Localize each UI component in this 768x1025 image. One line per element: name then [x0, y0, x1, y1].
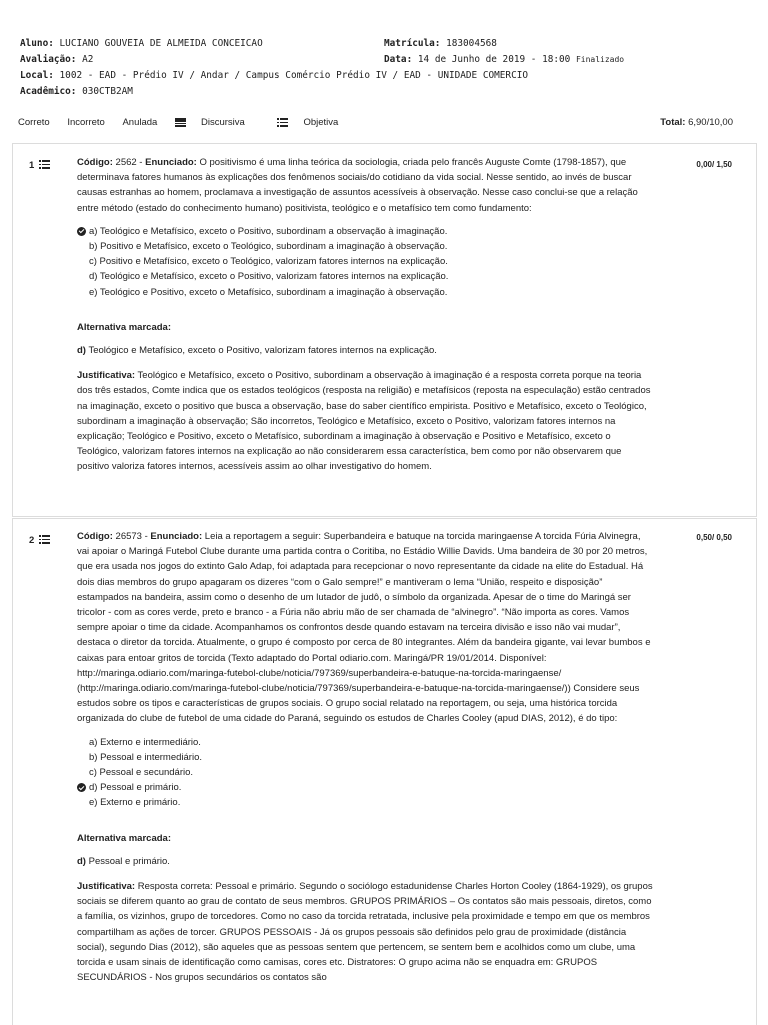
alternative-a: [77, 224, 655, 239]
justificativa-text: Resposta correta: Pessoal e primário. Segundo o sociólogo estadunidense Charles Horton Cooley (1864-1929), os grupos sociais se diferem quanto ao grau de contato de seus membros. GRUPOS PRIMÁRIOS – Os contatos são mais pessoais, diretos, como a família, os vizinhos, grupo de torcedores. Como no caso da torcida retratada, inclusive pela proximidade e tempo em que os membros compartilham as ações de torcer. GRUPOS PESSOAIS - Já os grupos pessoais são definidos pelo grau de proximidade (distância social), segundo Dias (2012), são aqueles que as pessoas sentem que pertencem, se sentem bem e acolhidos como um clube, uma torcida e usam sinais de identificação como camisas, cores etc. Distratores: O grupo acima não se enquadra em: GRUPOS SECUNDÁRIOS - Nos grupos secundários os contatos são: [77, 881, 653, 984]
row-local: [20, 68, 750, 84]
alternatives-list: [77, 735, 655, 811]
codigo-value: 2562: [115, 157, 137, 168]
question-score: 0,50/ 0,50: [696, 533, 732, 542]
align-justify-icon: [175, 118, 186, 127]
matricula-value: 183004568: [446, 38, 497, 49]
check-circle-icon: [77, 783, 86, 792]
codigo-value: 26573: [115, 531, 142, 542]
avaliacao-value: A2: [82, 54, 94, 65]
data-value: 14 de Junho de 2019 - 18:00: [417, 54, 571, 65]
list-icon: [39, 160, 50, 169]
justification: [77, 368, 655, 474]
question-statement: Código: 2562 - Enunciado: O positivismo é uma linha teórica da sociologia, criada pelo francês Auguste Comte (1798-1857), que determinava fatores humanos às explicações dos fenômenos sociais/do cotidiano da vida social. Nesse sentido, ao invés de buscar causas estranhas ao homem, proclamava a investigação de assuntos acessíveis à observação. Nesse caso conclui-se que a relação entre método (estado do conhecimento humano) positivista, teológico e o metafísico tem como fundamento:: [77, 157, 638, 214]
legend-objetiva-label: Objetiva: [303, 117, 339, 128]
alternative-text: a) Externo e intermediário.: [89, 736, 201, 748]
marked-label: Alternativa marcada:: [77, 832, 171, 844]
row-aluno: [20, 36, 750, 52]
question-statement: Código: 26573 - Enunciado: Leia a reportagem a seguir: Superbandeira e batuque na torcida maringaense A torcida Fúria Alvinegra, vai apoiar o Maringá Futebol Clube durante uma partida contra o Coritiba, no Estádio Willie Davids. Uma bandeira de 30 por 20 metros, que era usada nos jogos do extinto Galo Adap, foi adaptada para recepcionar o novo representante da cidade na elite do Estadual. Há dois dias membros do grupo apagaram os dizeres “com o Galo sempre!” e mantiveram o lema “União, respeito e disposição” estampados na bandeira, assim como o desenho de um lutador de judô, o símbolo da organizada. Apesar de o time do Maringá ser tricolor - com as cores verde, preto e branco - a Fúria não abriu mão de ser chamada de “alvinegro”. “Não importa as cores. Vamos sempre apoiar o time da cidade. Acompanhamos os confrontos desde quando estavam na terceira divisão e isso não vai mudar”, destaca o diretor da torcida. Atualmente, o grupo é composto por cerca de 80 integrantes. Além da bandeira gigante, vai levar bumbos e caixas para entoar gritos de torcida (Texto adaptado do Portal odiario.com. Maringá/PR 19/01/2014. Disponível: http://maringa.odiario.com/maringa-futebol-clube/noticia/797369/superbandeira-e-batuque-na-torcida-maringaense/ (http://maringa.odiario.com/maringa-futebol-clube/noticia/797369/superbandeira-e-batuque-na-torcida-maringaense/)) Considere seus estudos sobre os tipos e características de grupos sociais. O grupo social relatado na reportagem, ou seja, uma histórica torcida organizada do clube de futebol de uma cidade do Paraná, seguindo os estudos de Charles Cooley (apud DIAS, 2012), é do tipo:: [77, 531, 651, 725]
avaliacao-label: Avaliação:: [20, 54, 77, 65]
legend-objetiva: [277, 117, 353, 128]
alternative-text: c) Positivo e Metafísico, exceto o Teológico, valorizam fatores internos na explicação.: [89, 256, 448, 268]
justification: [77, 879, 655, 985]
alternative-text: b) Pessoal e intermediário.: [89, 751, 202, 763]
total-label: Total:: [660, 117, 686, 129]
aluno-value: LUCIANO GOUVEIA DE ALMEIDA CONCEICAO: [59, 38, 263, 49]
status-text: Finalizado: [575, 55, 625, 64]
local-value: 1002 - EAD - Prédio IV / Andar / Campus Comércio Prédio IV / EAD - UNIDADE COMERCIO: [59, 70, 529, 81]
justificativa-text: Teológico e Metafísico, exceto o Positivo, subordinam a observação à imaginação é a resposta correta porque na teoria dos três estados, Comte indica que os estados teológicos (resposta na religião) e metafísicos (reposta na especulação) estão centrados na imaginação, exceto o positivo que busca a observação, base do saber científico empirista. Positivo e Metafísico, exceto o Teológico, subordinam a imaginação à observação; São incorretos, Teológico e Metafísico, exceto o Positivo, valorizam fatores internos na explicação; Teológico e Positivo, exceto o Metafísico, subordinam a imaginação à observação e Positivo e Metafísico, exceto o Teológico, valorizam fatores internos na explicação ao não considerarem essa característica, bem como por não observarem que positivo valoriza fatores internos, acessíveis assim ao olhar investigativo do homem.: [77, 370, 651, 473]
enunciado-label: Enunciado:: [150, 531, 203, 542]
legend-bar: [18, 117, 748, 128]
alternative-d: [77, 780, 655, 795]
academico-label: Acadêmico:: [20, 86, 77, 97]
alternative-a: [77, 735, 655, 750]
matricula-label: Matrícula:: [384, 38, 441, 49]
enunciado-label: Enunciado:: [145, 157, 197, 168]
codigo-label: Código:: [77, 157, 113, 168]
question-number-text: 2: [29, 535, 35, 546]
marked-text: Teológico e Metafísico, exceto o Positivo, valorizam fatores internos na explicação.: [88, 345, 437, 357]
marked-letter: d): [77, 345, 86, 357]
aluno-label: Aluno:: [20, 38, 54, 49]
alternative-e: [77, 285, 655, 300]
marked-text: Pessoal e primário.: [88, 855, 170, 867]
marked-label: Alternativa marcada:: [77, 321, 171, 333]
alternative-b: [77, 750, 655, 765]
alternative-text: c) Pessoal e secundário.: [89, 767, 194, 779]
data-label: Data:: [384, 54, 413, 65]
question-number-text: 1: [29, 160, 35, 171]
question-body: [77, 155, 655, 475]
alternative-b: [77, 239, 655, 254]
legend-discursiva-label: Discursiva: [200, 117, 245, 128]
local-label: Local:: [20, 70, 54, 81]
question-number: [29, 535, 53, 546]
alternative-text: b) Positivo e Metafísico, exceto o Teológico, subordinam a imaginação à observação.: [89, 241, 448, 253]
marked-answer: [77, 343, 655, 358]
alternative-d: [77, 269, 655, 284]
justificativa-label: Justificativa:: [77, 370, 136, 382]
enunciado-text: Leia a reportagem a seguir: Superbandeira e batuque na torcida maringaense A torcida Fúria Alvinegra, vai apoiar o Maringá Futebol Clube durante uma partida contra o Coritiba, no Estádio Willie Davids. Uma bandeira de 30 por 20 metros, que era usada nos jogos do extinto Galo Adap, foi adaptada para recepcionar o novo representante da cidade na elite do Estadual. Há dois dias membros do grupo apagaram os dizeres “com o Galo sempre!” e mantiveram o lema “União, respeito e disposição” estampados na bandeira, assim como o desenho de um lutador de judô, o símbolo da organizada. Apesar de o time do Maringá ser tricolor - com as cores verde, preto e branco - a Fúria não abriu mão de ser chamada de “alvinegro”. “Não importa as cores. Vamos sempre apoiar o time da cidade. Acompanhamos os confrontos desde quando estavam na terceira divisão e isso não vai mudar”, destaca o diretor da torcida. Atualmente, o grupo é composto por cerca de 80 integrantes. Além da bandeira gigante, vai levar bumbos e caixas para entoar gritos de torcida (Texto adaptado do Portal odiario.com. Maringá/PR 19/01/2014. Disponível: http://maringa.odiario.com/maringa-futebol-clube/noticia/797369/superbandeira-e-batuque-na-torcida-maringaense/ (http://maringa.odiario.com/maringa-futebol-clube/noticia/797369/superbandeira-e-batuque-na-torcida-maringaense/)) Considere seus estudos sobre os tipos e características de grupos sociais. O grupo social relatado na reportagem, ou seja, uma histórica torcida organizada do clube de futebol de uma cidade do Paraná, seguindo os estudos de Charles Cooley (apud DIAS, 2012), é do tipo:: [77, 531, 651, 725]
question-card-2: [12, 518, 757, 1025]
total-value: 6,90/10,00: [688, 117, 733, 128]
legend-correto: Correto: [18, 117, 50, 129]
codigo-label: Código:: [77, 531, 113, 542]
alternative-text: a) Teológico e Metafísico, exceto o Positivo, subordinam a observação à imaginação.: [89, 225, 448, 237]
alternative-text: d) Teológico e Metafísico, exceto o Positivo, valorizam fatores internos na explicação.: [89, 271, 449, 283]
row-avaliacao: [20, 52, 750, 68]
justificativa-label: Justificativa:: [77, 881, 136, 893]
question-score: 0,00/ 1,50: [696, 160, 732, 169]
marked-answer: [77, 854, 655, 869]
check-circle-icon: [77, 227, 86, 236]
alternative-c: [77, 254, 655, 269]
enunciado-text: O positivismo é uma linha teórica da sociologia, criada pelo francês Auguste Comte (1798-1857), que determinava fatores humanos às explicações dos fenômenos sociais/do cotidiano da vida social. Nesse sentido, ao invés de buscar causas estranhas ao homem, proclamava a investigação de assuntos acessíveis à observação. Nesse caso conclui-se que a relação entre método (estado do conhecimento humano) positivista, teológico e o metafísico tem como fundamento:: [77, 157, 638, 214]
alternatives-list: [77, 224, 655, 300]
question-body: [77, 529, 655, 985]
alternative-text: d) Pessoal e primário.: [89, 782, 182, 794]
total-score: [660, 117, 748, 128]
alternative-text: e) Teológico e Positivo, exceto o Metafísico, subordinam a imaginação à observação.: [89, 286, 448, 298]
alternative-c: [77, 765, 655, 780]
question-card-1: [12, 143, 757, 517]
question-number: [29, 160, 53, 171]
legend-anulada: Anulada: [122, 117, 158, 129]
academico-value: 030CTB2AM: [82, 86, 133, 97]
list-icon: [277, 118, 288, 127]
legend-incorreto: Incorreto: [67, 117, 105, 129]
alternative-text: e) Externo e primário.: [89, 797, 181, 809]
marked-letter: d): [77, 855, 86, 867]
row-academico: [20, 84, 750, 100]
alternative-e: [77, 795, 655, 810]
list-icon: [39, 535, 50, 544]
student-header: [20, 36, 750, 100]
legend-discursiva: [175, 117, 260, 128]
